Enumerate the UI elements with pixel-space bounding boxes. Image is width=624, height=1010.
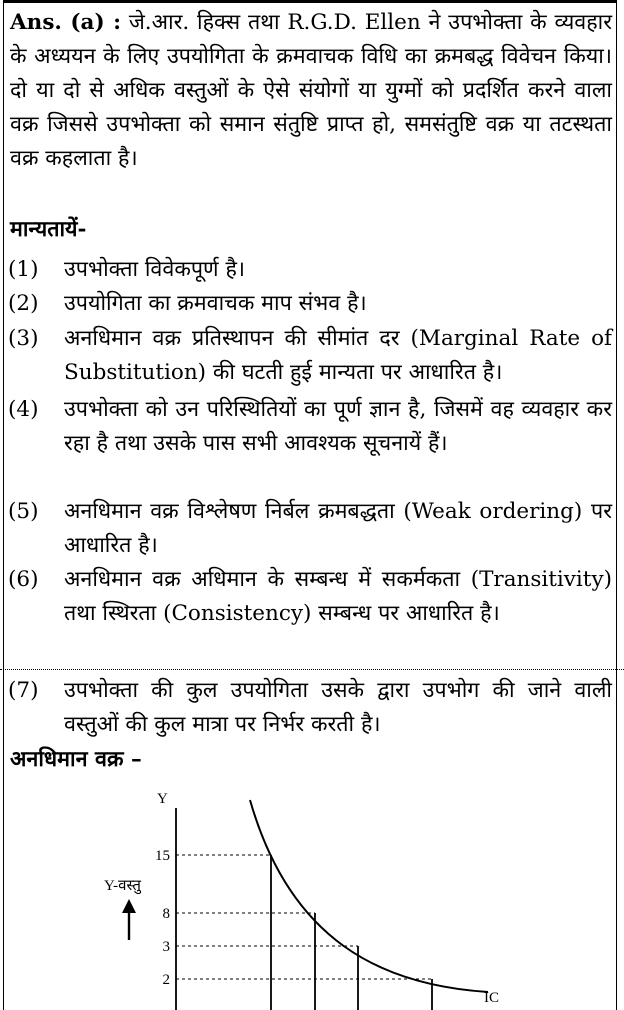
assumption-item-3	[10, 322, 612, 390]
assumptions-heading: मान्यतायें-	[10, 217, 87, 242]
assumption-item-1	[10, 253, 612, 287]
indifference-curve	[250, 800, 488, 992]
assumption-item-4	[10, 393, 612, 461]
assumption-item-5	[10, 495, 612, 563]
assumption-item-2	[10, 287, 612, 321]
item-number: (4)	[8, 397, 39, 422]
y-tick-label: 3	[162, 939, 170, 955]
assumption-item-6	[10, 563, 612, 631]
item-text: उपभोक्ता विवेकपूर्ण है।	[64, 257, 246, 282]
item-text: उपभोक्ता को उन परिस्थितियों का पूर्ण ज्ञान है, जिसमें वह व्यवहार कर रहा है तथा उसके पास सभी आवश्यक सूचनायें हैं।	[64, 397, 612, 456]
y-tick-label: 2	[162, 972, 170, 988]
indifference-curve-chart	[0, 780, 624, 1010]
item-number: (7)	[8, 678, 39, 703]
assumption-item-7	[10, 674, 612, 742]
y-tick-label: 15	[155, 848, 170, 864]
item-number: (2)	[8, 291, 39, 316]
item-text: अनधिमान वक्र अधिमान के सम्बन्ध में सकर्मकता (Transitivity) तथा स्थिरता (Consistency) सम्बन्ध पर आधारित है।	[64, 567, 612, 626]
curve-heading: अनधिमान वक्र –	[10, 747, 142, 772]
item-text: अनधिमान वक्र विश्लेषण निर्बल क्रमबद्धता (Weak ordering) पर आधारित है।	[64, 499, 612, 558]
curve-label: IC	[484, 990, 499, 1006]
item-number: (5)	[8, 499, 39, 524]
item-number: (1)	[8, 257, 39, 282]
answer-label: Ans. (a) :	[10, 10, 122, 35]
item-number: (3)	[8, 326, 39, 351]
answer-text: जे.आर. हिक्स तथा R.G.D. Ellen ने उपभोक्ता के व्यवहार के अध्ययन के लिए उपयोगिता के क्रमवाचक विधि का क्रमबद्ध विवेचन किया। दो या दो से अधिक वस्तुओं के ऐसे संयोगों या युग्मों को प्रदर्शित करने वाला वक्र जिससे उपभोक्ता को समान संतुष्टि प्राप्त हो, समसंतुष्टि वक्र या तटस्थता वक्र कहलाता है।	[10, 10, 612, 171]
item-text: अनधिमान वक्र प्रतिस्थापन की सीमांत दर (Marginal Rate of Substitution) की घटती हुई मान्यता पर आधारित है।	[64, 326, 612, 385]
answer-paragraph	[10, 6, 612, 176]
y-axis-label: Y	[157, 791, 168, 807]
item-text: उपभोक्ता की कुल उपयोगिता उसके द्वारा उपभोग की जाने वाली वस्तुओं की कुल मात्रा पर निर्भर करती है।	[64, 678, 612, 737]
item-number: (6)	[8, 567, 39, 592]
item-text: उपयोगिता का क्रमवाचक माप संभव है।	[64, 291, 367, 316]
up-arrow-icon	[122, 899, 136, 940]
y-tick-label: 8	[162, 906, 170, 922]
y-axis-caption: Y-वस्तु	[104, 878, 141, 894]
page-break-divider	[0, 669, 624, 670]
